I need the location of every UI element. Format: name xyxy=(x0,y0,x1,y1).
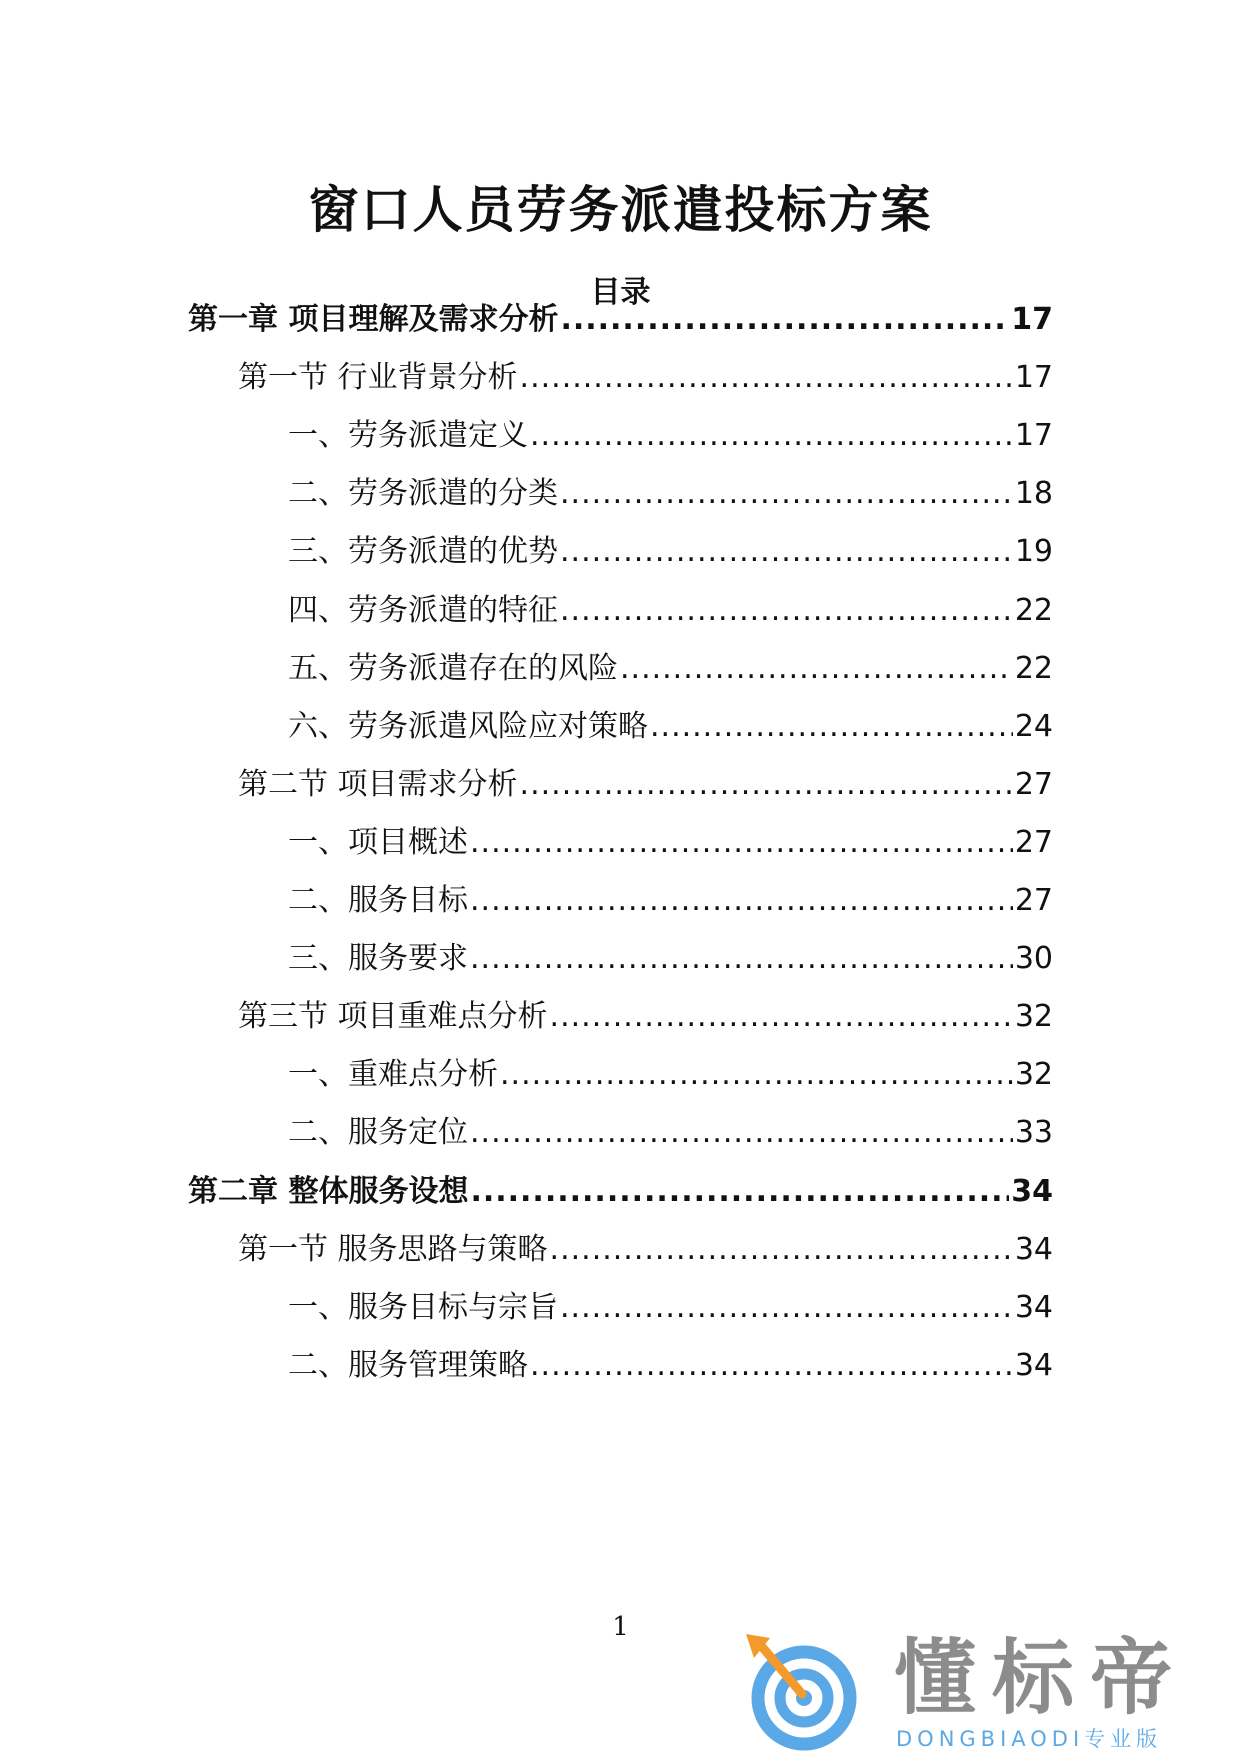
toc-dot-leader xyxy=(550,1232,1013,1267)
toc-entry[interactable] xyxy=(238,759,1053,802)
toc-entry[interactable] xyxy=(288,1049,1053,1093)
toc-dot-leader xyxy=(530,418,1013,453)
toc-entry-page: 27 xyxy=(1014,824,1053,860)
toc-entry[interactable] xyxy=(188,294,1053,337)
toc-entry-page: 34 xyxy=(1011,1173,1053,1209)
toc-dot-leader xyxy=(560,302,1009,337)
toc-entry-label: 四、劳务派遣的特征 xyxy=(288,592,558,628)
toc-entry-label: 六、劳务派遣风险应对策略 xyxy=(288,708,648,744)
toc-entry-label: 一、项目概述 xyxy=(288,824,468,860)
toc-dot-leader xyxy=(560,1290,1013,1325)
toc-entry[interactable] xyxy=(288,1107,1053,1151)
document-title: 窗口人员劳务派遣投标方案 xyxy=(308,181,933,239)
toc-entry[interactable] xyxy=(238,991,1053,1035)
watermark-brand: 懂标帝 xyxy=(894,1631,1189,1726)
toc-entry[interactable] xyxy=(288,643,1053,686)
toc-entry[interactable] xyxy=(238,1224,1053,1267)
toc-heading: 目录 xyxy=(590,275,651,310)
toc-entry-label: 二、服务管理策略 xyxy=(288,1347,528,1383)
toc-entry[interactable] xyxy=(288,526,1053,570)
toc-entry[interactable] xyxy=(288,701,1053,744)
toc-entry-page: 22 xyxy=(1014,650,1053,686)
toc-entry[interactable] xyxy=(288,1340,1053,1383)
toc-entry[interactable] xyxy=(288,468,1053,512)
toc-entry-label: 第二章 整体服务设想 xyxy=(188,1173,469,1209)
toc-entry-page: 27 xyxy=(1014,766,1053,802)
toc-dot-leader xyxy=(560,534,1013,569)
target-arrow-icon xyxy=(744,1630,864,1754)
toc-entry-label: 第一节 行业背景分析 xyxy=(238,360,518,396)
watermark-subtitle: DONGBIAODI专业版 xyxy=(896,1727,1163,1751)
toc-dot-leader xyxy=(560,593,1013,628)
toc-entry-page: 19 xyxy=(1014,534,1053,570)
toc-entry[interactable] xyxy=(288,585,1053,628)
watermark xyxy=(744,1630,1224,1754)
toc-dot-leader xyxy=(520,360,1013,395)
toc-entry[interactable] xyxy=(188,1166,1053,1209)
toc-dot-leader xyxy=(470,1174,1009,1209)
toc-entry-page: 18 xyxy=(1014,476,1053,512)
toc-dot-leader xyxy=(470,883,1013,918)
toc-dot-leader xyxy=(470,941,1013,976)
toc-entry[interactable] xyxy=(288,410,1053,454)
toc-dot-leader xyxy=(650,709,1013,744)
toc-entry[interactable] xyxy=(288,1282,1053,1325)
toc-entry-label: 一、服务目标与宗旨 xyxy=(288,1289,558,1325)
toc-entry-page: 32 xyxy=(1014,999,1053,1035)
toc-entry-label: 一、重难点分析 xyxy=(288,1057,498,1093)
toc-entry-label: 第二节 项目需求分析 xyxy=(238,766,518,802)
toc-entry-page: 17 xyxy=(1014,418,1053,454)
toc-entry[interactable] xyxy=(288,933,1053,977)
toc-dot-leader xyxy=(470,1115,1013,1150)
toc-entry-label: 二、服务目标 xyxy=(288,883,468,918)
toc-entry-page: 27 xyxy=(1014,883,1053,918)
toc-entry-page: 32 xyxy=(1014,1057,1053,1093)
toc-entry-label: 五、劳务派遣存在的风险 xyxy=(288,650,618,686)
toc-entry-label: 第三节 项目重难点分析 xyxy=(238,999,548,1035)
toc-entry-page: 24 xyxy=(1014,708,1053,744)
toc-entry-label: 第一节 服务思路与策略 xyxy=(238,1231,548,1267)
toc-entry-page: 17 xyxy=(1014,360,1053,396)
page-number: 1 xyxy=(612,1612,629,1642)
toc-entry-label: 第一章 项目理解及需求分析 xyxy=(188,302,559,337)
toc-entry-page: 33 xyxy=(1014,1115,1053,1151)
toc-dot-leader xyxy=(470,825,1013,860)
toc-entry[interactable] xyxy=(288,875,1053,918)
toc-dot-leader xyxy=(550,999,1013,1034)
toc-entry[interactable] xyxy=(238,352,1053,396)
toc-entry-label: 二、服务定位 xyxy=(288,1115,468,1151)
toc-dot-leader xyxy=(500,1057,1013,1092)
toc-entry-label: 三、服务要求 xyxy=(288,941,468,977)
toc-dot-leader xyxy=(620,651,1013,686)
toc-dot-leader xyxy=(560,476,1013,511)
toc-entry-label: 一、劳务派遣定义 xyxy=(288,418,528,454)
toc-entry-page: 17 xyxy=(1011,302,1053,337)
toc-entry-page: 34 xyxy=(1014,1347,1053,1383)
toc-entry-label: 三、劳务派遣的优势 xyxy=(288,534,558,570)
toc-entry-page: 34 xyxy=(1014,1289,1053,1325)
toc-entry-page: 34 xyxy=(1014,1231,1053,1267)
toc-dot-leader xyxy=(530,1348,1013,1383)
toc-dot-leader xyxy=(520,767,1013,802)
toc-entry-page: 30 xyxy=(1014,941,1053,977)
toc-entry[interactable] xyxy=(288,817,1053,860)
toc-entry-label: 二、劳务派遣的分类 xyxy=(288,476,558,512)
toc-entry-page: 22 xyxy=(1014,592,1053,628)
